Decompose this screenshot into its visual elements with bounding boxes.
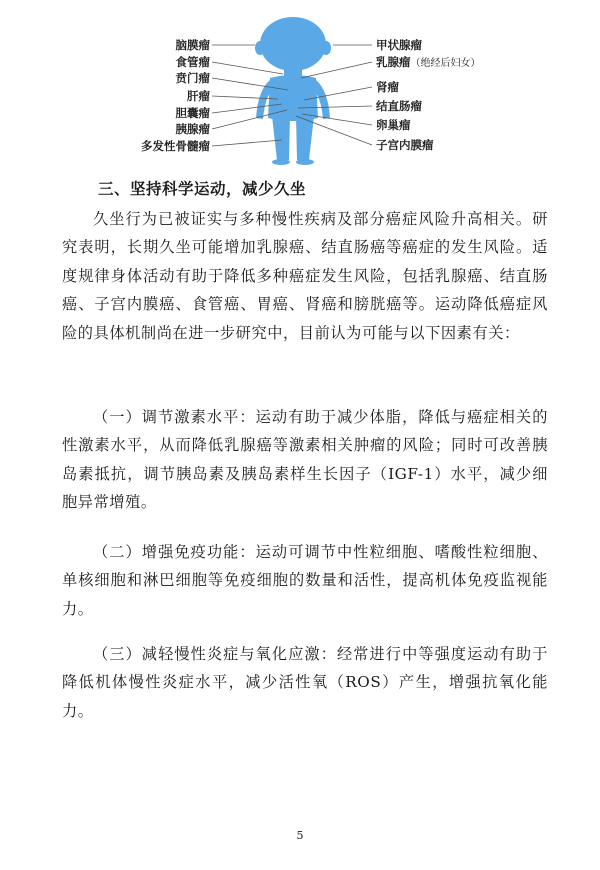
label-endometrial-cancer: 子宫内膜瘤	[376, 138, 434, 152]
page-number: 5	[296, 829, 304, 842]
section-heading: 三、坚持科学运动，减少久坐	[98, 180, 307, 198]
label-multiple-myeloma: 多发性骨髓瘤	[141, 139, 210, 153]
label-colorectal-cancer: 结直肠瘤	[376, 99, 422, 113]
label-thyroid-cancer: 甲状腺瘤	[376, 38, 422, 52]
body-silhouette-illustration	[0, 0, 600, 175]
paragraph-immune-function: （二）增强免疫功能：运动可调节中性粒细胞、嗜酸性粒细胞、单核细胞和淋巴细胞等免疫细胞的数量和活性，提高机体免疫监视能力。	[62, 543, 548, 618]
label-breast-cancer-note: （绝经后妇女）	[410, 58, 481, 69]
paragraph-inflammation-oxidative-stress: （三）减轻慢性炎症与氧化应激：经常进行中等强度运动有助于降低机体慢性炎症水平，减少活性氧（ROS）产生，增强抗氧化能力。	[62, 645, 548, 720]
paragraph-sedentary-risk: 久坐行为已被证实与多种慢性疾病及部分癌症风险升高相关。研究表明，长期久坐可能增加乳腺癌、结直肠癌等癌症的发生风险。适度规律身体活动有助于降低多种癌症发生风险，包括乳腺癌、结直肠癌、子宫内膜癌、食管癌、胃癌、肾癌和膀胱癌等。运动降低癌症风险的具体机制尚在进一步研究中，目前认为可能与以下因素有关：	[62, 210, 548, 342]
label-esophageal-cancer: 食管瘤	[175, 55, 210, 69]
label-pancreatic-cancer: 胰腺瘤	[175, 122, 210, 136]
label-ovarian-cancer: 卵巢瘤	[376, 118, 411, 132]
label-cardia-cancer: 贲门瘤	[175, 71, 210, 85]
paragraph-hormone-regulation: （一）调节激素水平：运动有助于减少体脂，降低与癌症相关的性激素水平，从而降低乳腺癌等激素相关肿瘤的风险；同时可改善胰岛素抵抗，调节胰岛素及胰岛素样生长因子（IGF-1）水平，减少细胞异常增殖。	[62, 408, 548, 512]
label-breast-cancer-text: 乳腺瘤	[376, 55, 411, 69]
cancer-sites-figure	[0, 0, 600, 175]
label-brain-cancer: 脑膜瘤	[175, 38, 210, 52]
label-kidney-cancer: 肾瘤	[376, 80, 399, 94]
label-liver-cancer: 肝瘤	[187, 89, 210, 103]
label-gallbladder-cancer: 胆囊瘤	[175, 106, 210, 120]
label-breast-cancer	[376, 55, 481, 71]
